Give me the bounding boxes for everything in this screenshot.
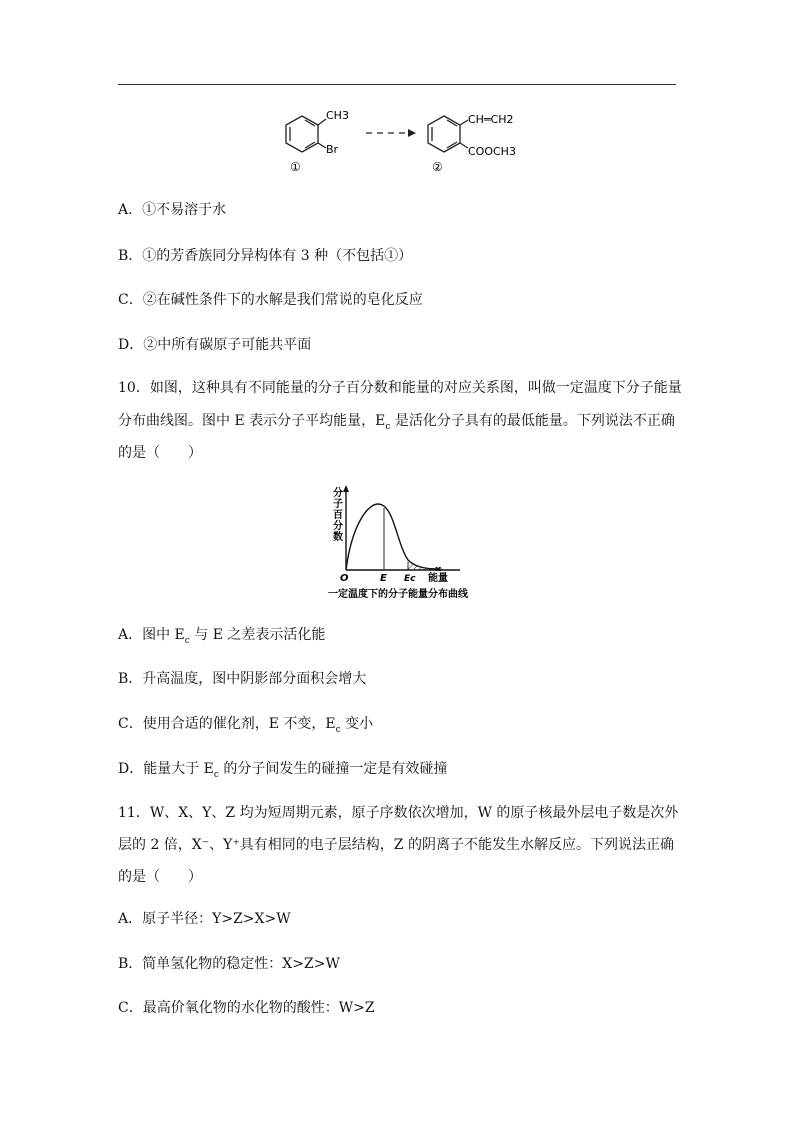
energy-distribution-chart (312, 484, 484, 602)
q11-option-c: C．最高价氧化物的水化物的酸性：W>Z (118, 1000, 375, 1016)
benzene-ring-2 (428, 116, 468, 152)
q10-stem-line-2: 分布曲线图。图中 E 表示分子平均能量，$E_c$ 是活化分子具有的最低能量。下列说法不正确 (118, 413, 675, 432)
y-axis-label-char: 子 (333, 499, 343, 510)
q9-option-b: B．①的芳香族同分异构体有 3 种（不包括①） (118, 248, 413, 264)
q11-stem-line-3: 的是（ ） (118, 869, 202, 885)
y-axis-label (333, 486, 343, 543)
infinity-label: ∞ (434, 564, 443, 575)
molecule-2-label: ② (432, 160, 443, 174)
q9-option-c: C．②在碱性条件下的水解是我们常说的皂化反应 (118, 292, 423, 308)
q11-option-b: B．简单氢化物的稳定性：X>Z>W (118, 956, 340, 972)
methyl-label: CH3 (326, 109, 349, 122)
y-axis-arrow (343, 485, 349, 492)
origin-label: O (340, 573, 349, 584)
q10-option-a: A．图中 $E_c$ 与 E 之差表示活化能 (118, 627, 326, 646)
chart-title: 一定温度下的分子能量分布曲线 (328, 589, 468, 600)
y-axis-label-char: 分 (333, 488, 343, 499)
reaction-scheme (280, 100, 540, 180)
q9-option-a: A．①不易溶于水 (118, 202, 227, 218)
bromo-label: Br (326, 143, 339, 156)
distribution-curve (346, 504, 440, 570)
e-tick-label: E (380, 573, 387, 584)
y-axis-label-char: 分 (333, 521, 343, 532)
ester-label: COOCH3 (468, 145, 516, 158)
q10-option-c: C．使用合适的催化剂，E 不变，$E_c$ 变小 (118, 716, 374, 735)
y-axis-label-char: 百 (333, 510, 343, 521)
q10-option-d: D．能量大于 $E_c$ 的分子间发生的碰撞一定是有效碰撞 (118, 761, 448, 780)
y-axis-label-char: 数 (333, 532, 343, 543)
header-rule (118, 84, 676, 85)
q10-option-b: B．升高温度，图中阴影部分面积会增大 (118, 671, 367, 687)
q11-stem-line-1: 11．W、X、Y、Z 均为短周期元素，原子序数依次增加，W 的原子核最外层电子数是次外 (118, 805, 679, 821)
molecule-1-label: ① (290, 160, 301, 174)
x-axis-label: 能量 (428, 573, 448, 584)
q11-option-a: A．原子半径：Y>Z>X>W (118, 911, 291, 927)
benzene-ring-1 (286, 116, 326, 152)
q10-stem-line-3: 的是（ ） (118, 445, 202, 461)
q9-option-d: D．②中所有碳原子可能共平面 (118, 337, 312, 353)
dashed-arrow (366, 129, 416, 137)
q10-stem-line-1: 10．如图，这种具有不同能量的分子百分数和能量的对应关系图，叫做一定温度下分子能量 (118, 380, 682, 396)
vinyl-label: CH═CH2 (468, 113, 514, 126)
q11-stem-line-2: 层的 2 倍，X⁻、Y⁺具有相同的电子层结构，Z 的阴离子不能发生水解反应。下列说法正确 (118, 837, 674, 853)
ec-tick-label: Ec (404, 574, 416, 584)
